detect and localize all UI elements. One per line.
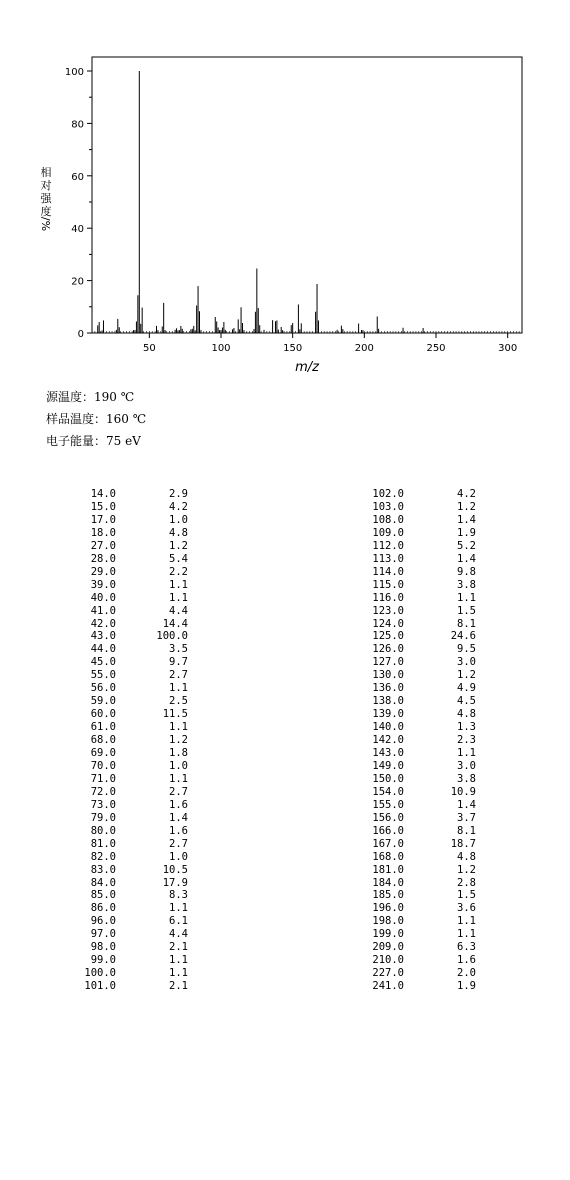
mz-value: 82.0 xyxy=(90,850,116,863)
intensity-value: 3.0 xyxy=(457,759,476,772)
x-tick-label: 100 xyxy=(211,343,231,354)
mz-value: 101.0 xyxy=(84,980,116,993)
intensity-value: 14.4 xyxy=(162,617,188,630)
table-row xyxy=(344,747,484,760)
mz-value: 60.0 xyxy=(90,708,116,721)
x-tick-label: 50 xyxy=(142,343,156,354)
table-row xyxy=(56,928,196,941)
table-row xyxy=(56,527,196,540)
table-row xyxy=(56,773,196,786)
mz-value: 126.0 xyxy=(372,643,404,656)
table-row xyxy=(56,708,196,721)
mz-value: 116.0 xyxy=(372,591,404,604)
mz-value: 69.0 xyxy=(90,747,116,759)
table-row xyxy=(344,708,484,721)
table-row xyxy=(344,915,484,928)
mz-value: 168.0 xyxy=(372,850,404,863)
mz-value: 27.0 xyxy=(90,539,116,552)
table-row xyxy=(56,915,196,928)
table-row xyxy=(344,889,484,902)
mz-value: 59.0 xyxy=(90,695,116,708)
mz-value: 227.0 xyxy=(372,967,404,980)
table-row xyxy=(344,967,484,980)
intensity-value: 2.1 xyxy=(169,941,188,954)
intensity-value: 4.9 xyxy=(457,682,476,695)
y-axis-label-char: 强 xyxy=(40,192,52,205)
intensity-value: 8.1 xyxy=(457,617,476,630)
table-row xyxy=(56,967,196,980)
mz-value: 80.0 xyxy=(90,824,116,837)
mz-value: 61.0 xyxy=(90,721,116,734)
mz-value: 136.0 xyxy=(372,682,404,695)
intensity-value: 1.6 xyxy=(169,824,188,837)
mz-value: 72.0 xyxy=(90,785,116,798)
y-tick-label: 80 xyxy=(71,119,84,131)
intensity-value: 4.2 xyxy=(169,500,188,513)
intensity-value: 1.1 xyxy=(169,902,188,915)
table-row xyxy=(56,825,196,838)
mz-value: 108.0 xyxy=(372,513,404,526)
intensity-value: 2.7 xyxy=(169,837,188,850)
intensity-value: 2.7 xyxy=(169,785,188,798)
table-row xyxy=(344,643,484,656)
table-row xyxy=(344,838,484,851)
y-tick-label: 100 xyxy=(64,67,84,78)
y-tick-label: 0 xyxy=(77,329,84,340)
intensity-value: 10.5 xyxy=(162,863,188,876)
mz-value: 100.0 xyxy=(84,967,116,980)
intensity-value: 1.1 xyxy=(169,578,188,591)
table-row xyxy=(344,954,484,967)
mz-value: 44.0 xyxy=(90,643,116,656)
table-row xyxy=(344,721,484,734)
intensity-value: 3.7 xyxy=(457,811,476,824)
table-row xyxy=(344,501,484,514)
intensity-value: 6.1 xyxy=(169,915,188,928)
table-row xyxy=(56,630,196,643)
intensity-value: 1.0 xyxy=(169,513,188,526)
mz-value: 154.0 xyxy=(372,785,404,798)
intensity-value: 2.8 xyxy=(457,876,476,889)
table-row xyxy=(344,928,484,941)
table-row xyxy=(56,747,196,760)
table-row xyxy=(344,695,484,708)
intensity-value: 11.5 xyxy=(162,708,188,721)
intensity-value: 9.7 xyxy=(169,656,188,669)
mz-value: 198.0 xyxy=(372,915,404,928)
table-row xyxy=(344,812,484,825)
table-row xyxy=(344,851,484,864)
intensity-value: 1.2 xyxy=(457,669,476,682)
y-axis-label-char: 度 xyxy=(40,205,52,218)
table-row xyxy=(344,630,484,643)
mz-value: 17.0 xyxy=(90,513,116,526)
mz-value: 112.0 xyxy=(372,539,404,552)
peak-bars xyxy=(98,71,423,333)
table-row xyxy=(56,902,196,915)
intensity-value: 9.8 xyxy=(457,565,476,578)
table-row xyxy=(344,799,484,812)
mz-value: 143.0 xyxy=(372,747,404,759)
mz-value: 103.0 xyxy=(372,500,404,513)
intensity-value: 3.8 xyxy=(457,772,476,785)
table-row xyxy=(56,851,196,864)
mz-value: 86.0 xyxy=(90,902,116,915)
table-row xyxy=(56,799,196,812)
mass-spectrum-chart xyxy=(0,0,570,380)
mz-value: 81.0 xyxy=(90,837,116,850)
mz-value: 127.0 xyxy=(372,656,404,669)
table-row xyxy=(56,877,196,890)
table-row xyxy=(56,501,196,514)
y-tick-label: 40 xyxy=(71,224,84,236)
intensity-value: 1.1 xyxy=(169,967,188,980)
intensity-value: 4.8 xyxy=(457,850,476,863)
intensity-value: 2.9 xyxy=(169,488,188,500)
table-row xyxy=(56,941,196,954)
intensity-value: 1.9 xyxy=(457,980,476,993)
table-row xyxy=(344,825,484,838)
intensity-value: 3.5 xyxy=(169,643,188,656)
sample-temperature: 样品温度：160 ℃ xyxy=(46,412,147,426)
table-row xyxy=(56,889,196,902)
mz-value: 96.0 xyxy=(90,915,116,928)
x-tick-label: 300 xyxy=(498,343,518,354)
intensity-value: 1.8 xyxy=(169,747,188,759)
intensity-value: 1.4 xyxy=(457,552,476,565)
x-tick-label: 150 xyxy=(283,343,303,354)
table-row xyxy=(56,566,196,579)
mz-value: 155.0 xyxy=(372,798,404,811)
intensity-value: 3.0 xyxy=(457,656,476,669)
intensity-value: 1.1 xyxy=(457,928,476,941)
table-row xyxy=(344,540,484,553)
intensity-value: 1.0 xyxy=(169,759,188,772)
intensity-value: 1.5 xyxy=(457,604,476,617)
table-row xyxy=(344,656,484,669)
mz-value: 209.0 xyxy=(372,941,404,954)
mz-value: 139.0 xyxy=(372,708,404,721)
y-axis-label xyxy=(39,165,53,231)
table-row xyxy=(56,721,196,734)
source-temperature: 源温度：190 ℃ xyxy=(46,390,135,404)
table-row xyxy=(56,669,196,682)
intensity-value: 1.1 xyxy=(169,954,188,967)
intensity-value: 1.6 xyxy=(457,954,476,967)
intensity-value: 1.1 xyxy=(169,682,188,695)
mz-value: 124.0 xyxy=(372,617,404,630)
intensity-value: 1.9 xyxy=(457,526,476,539)
intensity-value: 2.1 xyxy=(169,980,188,993)
table-row xyxy=(56,618,196,631)
intensity-value: 8.3 xyxy=(169,889,188,902)
mz-value: 71.0 xyxy=(90,772,116,785)
table-row xyxy=(56,954,196,967)
table-row xyxy=(344,864,484,877)
mz-value: 40.0 xyxy=(90,591,116,604)
table-row xyxy=(344,902,484,915)
table-row xyxy=(344,488,484,501)
intensity-value: 100.0 xyxy=(156,630,188,643)
table-row xyxy=(344,734,484,747)
table-row xyxy=(56,605,196,618)
mz-value: 140.0 xyxy=(372,721,404,734)
mz-value: 142.0 xyxy=(372,734,404,747)
intensity-value: 5.4 xyxy=(169,552,188,565)
x-tick-label: 250 xyxy=(426,343,446,354)
mz-value: 14.0 xyxy=(90,488,116,500)
mz-value: 99.0 xyxy=(90,954,116,967)
intensity-value: 1.1 xyxy=(169,772,188,785)
table-row xyxy=(344,592,484,605)
intensity-value: 1.1 xyxy=(457,915,476,928)
mz-value: 15.0 xyxy=(90,500,116,513)
mz-value: 55.0 xyxy=(90,669,116,682)
intensity-value: 3.8 xyxy=(457,578,476,591)
intensity-value: 5.2 xyxy=(457,539,476,552)
mz-value: 156.0 xyxy=(372,811,404,824)
mz-value: 114.0 xyxy=(372,565,404,578)
mz-value: 79.0 xyxy=(90,811,116,824)
table-row xyxy=(344,566,484,579)
intensity-value: 4.8 xyxy=(169,526,188,539)
table-row xyxy=(56,643,196,656)
y-tick-label: 60 xyxy=(71,171,84,183)
table-row xyxy=(56,488,196,501)
mz-value: 199.0 xyxy=(372,928,404,941)
mz-value: 84.0 xyxy=(90,876,116,889)
table-row xyxy=(344,786,484,799)
intensity-value: 3.6 xyxy=(457,902,476,915)
intensity-value: 9.5 xyxy=(457,643,476,656)
table-row xyxy=(344,553,484,566)
mz-value: 97.0 xyxy=(90,928,116,941)
electron-energy: 电子能量：75 eV xyxy=(46,434,141,448)
mz-value: 241.0 xyxy=(372,980,404,993)
plot-frame xyxy=(92,57,522,333)
intensity-value: 18.7 xyxy=(450,837,476,850)
intensity-value: 2.2 xyxy=(169,565,188,578)
mz-value: 196.0 xyxy=(372,902,404,915)
mz-value: 41.0 xyxy=(90,604,116,617)
mz-value: 85.0 xyxy=(90,889,116,902)
mz-value: 138.0 xyxy=(372,695,404,708)
table-row xyxy=(56,760,196,773)
intensity-value: 1.6 xyxy=(169,798,188,811)
mz-value: 167.0 xyxy=(372,837,404,850)
mz-value: 83.0 xyxy=(90,863,116,876)
y-axis-label-char: 相 xyxy=(40,166,52,179)
table-row xyxy=(56,786,196,799)
mz-value: 149.0 xyxy=(372,759,404,772)
table-row xyxy=(56,553,196,566)
intensity-value: 2.3 xyxy=(457,734,476,747)
intensity-value: 4.2 xyxy=(457,488,476,500)
intensity-value: 6.3 xyxy=(457,941,476,954)
mz-value: 18.0 xyxy=(90,526,116,539)
table-row xyxy=(344,773,484,786)
table-row xyxy=(56,579,196,592)
intensity-value: 10.9 xyxy=(450,785,476,798)
mz-value: 181.0 xyxy=(372,863,404,876)
mz-value: 113.0 xyxy=(372,552,404,565)
intensity-value: 1.2 xyxy=(169,734,188,747)
mz-value: 45.0 xyxy=(90,656,116,669)
table-row xyxy=(56,592,196,605)
table-row xyxy=(344,579,484,592)
intensity-value: 2.0 xyxy=(457,967,476,980)
y-tick-label: 20 xyxy=(71,276,84,288)
intensity-value: 1.1 xyxy=(457,747,476,759)
mz-value: 125.0 xyxy=(372,630,404,643)
table-row xyxy=(344,514,484,527)
table-row xyxy=(56,695,196,708)
mz-value: 150.0 xyxy=(372,772,404,785)
table-row xyxy=(56,656,196,669)
mz-value: 130.0 xyxy=(372,669,404,682)
table-row xyxy=(344,605,484,618)
mz-value: 43.0 xyxy=(90,630,116,643)
intensity-value: 1.2 xyxy=(169,539,188,552)
table-row xyxy=(344,527,484,540)
x-tick-label: 200 xyxy=(354,343,374,354)
table-row xyxy=(56,734,196,747)
intensity-value: 17.9 xyxy=(162,876,188,889)
intensity-value: 1.4 xyxy=(457,798,476,811)
table-row xyxy=(56,682,196,695)
intensity-value: 1.2 xyxy=(457,863,476,876)
y-axis-label-char: /% xyxy=(39,216,52,232)
table-row xyxy=(56,514,196,527)
x-axis-label: m/z xyxy=(295,360,319,375)
mz-value: 185.0 xyxy=(372,889,404,902)
table-row xyxy=(56,812,196,825)
mz-value: 39.0 xyxy=(90,578,116,591)
mz-value: 28.0 xyxy=(90,552,116,565)
mz-value: 102.0 xyxy=(372,488,404,500)
intensity-value: 2.7 xyxy=(169,669,188,682)
mz-value: 56.0 xyxy=(90,682,116,695)
table-row xyxy=(344,682,484,695)
table-row xyxy=(344,618,484,631)
table-row xyxy=(344,980,484,993)
intensity-value: 1.5 xyxy=(457,889,476,902)
intensity-value: 1.2 xyxy=(457,500,476,513)
table-row xyxy=(344,760,484,773)
intensity-value: 4.8 xyxy=(457,708,476,721)
table-row xyxy=(344,941,484,954)
intensity-value: 1.3 xyxy=(457,721,476,734)
intensity-value: 4.5 xyxy=(457,695,476,708)
table-row xyxy=(344,669,484,682)
mz-value: 184.0 xyxy=(372,876,404,889)
intensity-value: 1.1 xyxy=(457,591,476,604)
y-axis-ticks xyxy=(65,67,92,340)
mz-value: 123.0 xyxy=(372,604,404,617)
table-row xyxy=(56,838,196,851)
intensity-value: 1.1 xyxy=(169,591,188,604)
intensity-value: 2.5 xyxy=(169,695,188,708)
table-row xyxy=(56,864,196,877)
intensity-value: 1.4 xyxy=(457,513,476,526)
y-axis-label-char: 对 xyxy=(40,179,52,192)
intensity-value: 1.4 xyxy=(169,811,188,824)
mz-value: 42.0 xyxy=(90,617,116,630)
intensity-value: 1.0 xyxy=(169,850,188,863)
mz-value: 98.0 xyxy=(90,941,116,954)
table-row xyxy=(56,980,196,993)
mz-value: 166.0 xyxy=(372,824,404,837)
mz-value: 109.0 xyxy=(372,526,404,539)
intensity-value: 4.4 xyxy=(169,604,188,617)
mz-value: 115.0 xyxy=(372,578,404,591)
mz-value: 68.0 xyxy=(90,734,116,747)
mz-value: 70.0 xyxy=(90,759,116,772)
mz-value: 29.0 xyxy=(90,565,116,578)
intensity-value: 8.1 xyxy=(457,824,476,837)
intensity-value: 24.6 xyxy=(450,630,476,643)
table-row xyxy=(56,540,196,553)
table-row xyxy=(344,877,484,890)
intensity-value: 4.4 xyxy=(169,928,188,941)
mz-value: 210.0 xyxy=(372,954,404,967)
intensity-value: 1.1 xyxy=(169,721,188,734)
mz-value: 73.0 xyxy=(90,798,116,811)
x-axis-ticks xyxy=(143,333,517,354)
